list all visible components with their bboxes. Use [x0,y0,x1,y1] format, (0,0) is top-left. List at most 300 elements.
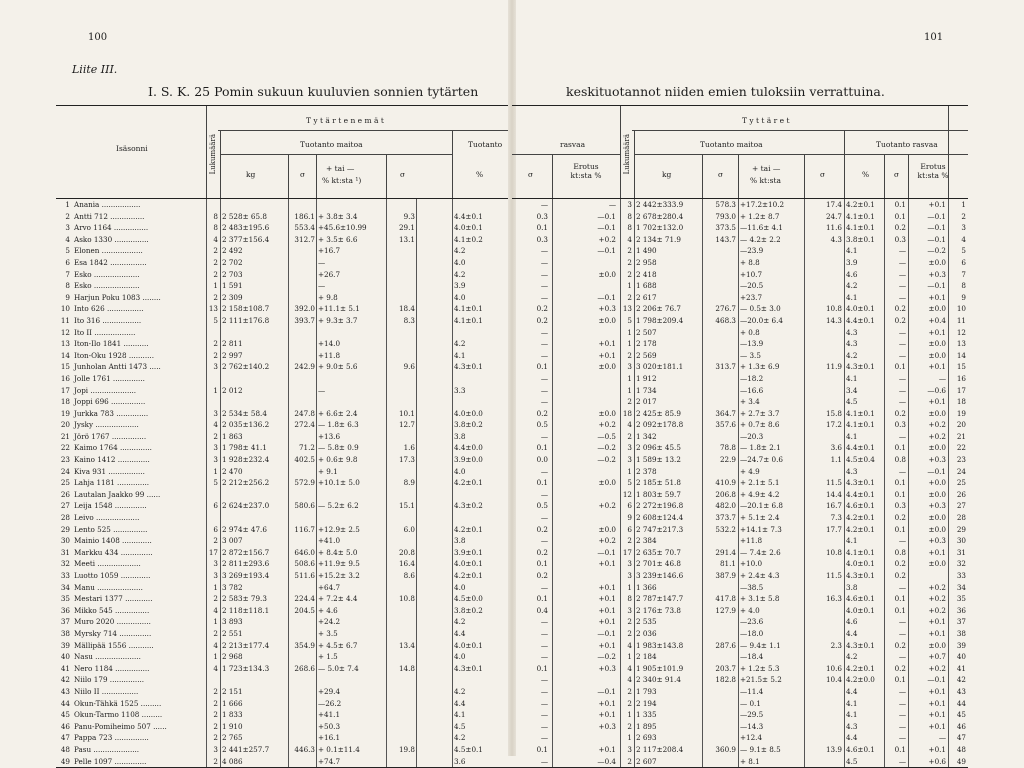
table-row [512,199,968,211]
daughter-count: 2 [627,431,632,441]
fat-pct: 4.2±0.1 [454,571,483,580]
row-number: 25 [956,478,966,488]
header-milk: Tuotanto maitoa [300,140,363,149]
daughter-count: 2 [213,536,218,546]
fat-pct: 4.1 [454,710,466,720]
sire-name: Mällipää 1556 ........... [74,640,154,650]
milk-diff-pct: +12.4 [740,733,763,743]
milk-kg: 2 206± 76.7 [636,304,681,314]
mother-fat-sd: — [540,350,548,360]
fat-sd: — [898,385,906,395]
milk-kg: 2 747±217.3 [636,524,684,534]
milk-diff-pct: —11.6± 4.1 [740,223,783,233]
table-row [56,315,512,327]
table-row [56,211,512,223]
fat-sd: — [898,721,906,731]
fat-pct: 4.6 [846,617,858,627]
milk-kg: 1 734 [636,385,657,395]
milk-sd: 78.8 [719,443,736,453]
row-number: 17 [956,385,966,395]
row-number: 24 [60,466,70,476]
milk-sd-2: 8.9 [403,478,415,488]
fat-pct: 4.2 [846,281,858,291]
milk-kg: 2 811 [222,339,243,349]
row-number: 37 [60,617,70,627]
daughter-count: 17 [622,547,632,557]
milk-kg: 2 958 [636,257,657,267]
row-number: 4 [961,234,966,244]
mother-fat-sd: 0.2 [536,315,548,325]
fat-pct: 3.9 [846,257,858,267]
row-number: 34 [956,582,966,592]
fat-diff: —0.1 [927,281,946,291]
milk-diff-pct: —18.0 [740,628,764,638]
daughter-count: 2 [213,686,218,696]
table-row [512,269,968,281]
table-row [56,698,512,710]
fat-pct: 3.6 [454,756,466,766]
row-number: 40 [956,652,966,662]
fat-pct: 4.5±0.4 [846,455,875,465]
milk-sd-2: 11.9 [825,362,842,372]
mother-fat-diff: +0.1 [598,640,616,650]
milk-sd-2: 9.6 [403,362,415,372]
sire-name: Mikko 545 ............... [74,605,150,615]
milk-sd: 291.4 [715,547,736,557]
row-number: 9 [961,292,966,302]
mother-fat-diff: +0.1 [598,605,616,615]
milk-diff-pct: —18.4 [740,652,764,662]
daughter-count: 18 [622,408,632,418]
fat-pct: 4.1 [846,431,858,441]
milk-kg: 2 012 [222,385,243,395]
fat-diff: ±0.0 [928,304,946,314]
milk-sd-2: 10.8 [825,547,842,557]
row-number: 36 [956,605,966,615]
milk-diff-pct: — 7.4± 2.6 [740,547,781,557]
milk-kg: 2 703 [222,269,243,279]
table-row [512,350,968,362]
milk-diff-pct: + 9.3± 3.7 [318,315,358,325]
table-row [56,385,512,397]
milk-kg: 1 589± 13.2 [636,455,681,465]
table-row [56,408,512,420]
row-number: 48 [60,744,70,754]
daughter-count: 1 [213,385,218,395]
header-count: Lukumäärä [209,134,217,175]
milk-diff-pct: — 4.2± 2.2 [740,234,781,244]
fat-pct: 4.0±0.1 [454,559,483,569]
fat-sd: — [898,710,906,720]
fat-pct: 4.5±0.0 [454,594,483,604]
fat-pct: 4.4 [846,628,858,638]
table-row [56,744,512,756]
daughter-count: 2 [627,756,632,766]
row-number: 29 [60,524,70,534]
daughter-count: 2 [213,721,218,731]
table-row [512,582,968,594]
milk-kg: 1 793 [636,686,657,696]
milk-sd: 203.7 [715,663,736,673]
milk-kg: 2 178 [636,339,657,349]
milk-kg: 2 017 [636,397,657,407]
milk-sd: 354.9 [294,640,315,650]
sire-name: Panu-Pomiheimo 507 ...... [74,721,167,731]
fat-diff: +0.1 [928,721,946,731]
fat-pct: 4.2±0.0 [846,675,875,685]
mother-fat-diff: +0.3 [598,663,616,673]
milk-sd-2: 14.3 [825,315,842,325]
fat-diff: +0.3 [928,455,946,465]
table-row [512,234,968,246]
table-row [56,327,512,339]
fat-sd: 0.2 [894,571,906,580]
fat-pct: 4.2±0.1 [846,663,875,673]
fat-diff: —0.2 [927,246,946,256]
daughter-count: 3 [627,200,632,209]
milk-kg: 2 483±195.6 [222,223,270,233]
row-number: 19 [60,408,70,418]
daughter-count: 2 [213,756,218,766]
header-milk-right: Tuotanto maitoa [700,140,763,149]
mother-fat-sd: 0.1 [536,744,548,754]
milk-sd-2: 8.3 [403,315,415,325]
milk-sd-2: 13.9 [825,744,842,754]
row-number: 10 [60,304,70,314]
milk-diff-pct: + 5.1± 2.4 [740,513,780,523]
milk-diff-pct: + 3.5± 6.6 [318,234,358,244]
table-row [512,385,968,397]
mother-fat-sd: 0.1 [536,663,548,673]
fat-pct: 4.0±0.1 [454,223,483,233]
table-row [56,686,512,698]
table-row [56,454,512,466]
fat-diff: +0.1 [928,200,946,209]
daughter-count: 9 [627,513,632,523]
milk-sd-2: 2.3 [830,640,842,650]
table-row [56,628,512,640]
table-row [56,269,512,281]
header-kg: kg [246,170,256,179]
table-row [512,558,968,570]
daughter-count: 6 [213,524,218,534]
left-page [0,0,512,766]
fat-pct: 3.9±0.0 [454,455,483,465]
table-row [512,744,968,756]
table-row [512,327,968,339]
fat-pct: 4.2±0.1 [846,524,875,534]
row-number: 10 [956,304,966,314]
sire-name: Joppi 696 ............... [74,397,146,407]
fat-diff: +0.2 [928,420,946,430]
fat-pct: 3.8 [846,582,858,592]
sire-name: Mestari 1377 ............ [74,594,153,604]
daughter-count: 8 [627,223,632,233]
mother-fat-diff: —0.1 [597,547,616,557]
row-number: 15 [60,362,70,372]
table-row [56,222,512,234]
milk-diff-pct: +41.0 [318,536,341,546]
milk-diff-pct: +16.7 [318,246,341,256]
milk-diff-pct: +16.1 [318,733,341,743]
milk-sd: 373.5 [715,223,736,233]
mother-fat-sd: 0.1 [536,362,548,372]
mother-fat-sd: — [540,489,548,499]
fat-sd: — [898,698,906,708]
milk-kg: 2 583± 79.3 [222,594,267,604]
row-number: 49 [956,756,966,766]
milk-kg: 2 384 [636,536,657,546]
fat-pct: 4.1±0.1 [846,211,875,221]
fat-diff: +0.6 [928,756,946,766]
daughter-count: 2 [213,628,218,638]
daughter-count: 2 [627,721,632,731]
mother-fat-sd: — [540,698,548,708]
milk-diff-pct: — 9.1± 8.5 [740,744,781,754]
table-row [512,651,968,663]
sire-name: Nero 1184 ............... [74,663,150,673]
fat-sd: — [898,246,906,256]
table-row [56,466,512,478]
table-row [56,732,512,744]
fat-diff: ±0.0 [928,489,946,499]
milk-sd: 373.7 [715,513,736,523]
sire-name: Elonen .................. [74,246,143,256]
page-number-left: 100 [88,32,108,43]
milk-kg: 2 117±208.4 [636,744,684,754]
daughter-count: 2 [627,397,632,407]
fat-sd: 0.1 [894,675,906,685]
daughter-count: 3 [627,362,632,372]
milk-sd: 578.3 [715,200,736,209]
fat-sd: 0.1 [894,605,906,615]
header-sigma-r1: σ [528,170,534,179]
fat-pct: 4.4±0.0 [454,443,483,453]
mother-fat-sd: — [540,431,548,441]
milk-kg: 2 134± 71.9 [636,234,681,244]
row-number: 49 [60,756,70,766]
table-row [512,535,968,547]
milk-sd-2: 10.8 [398,594,415,604]
milk-sd: 580.6 [294,501,315,511]
sire-name: Anania ................. [74,200,141,209]
row-number: 44 [60,698,70,708]
mother-fat-sd: 0.3 [536,234,548,244]
fat-diff: +0.3 [928,501,946,511]
fat-pct: 3.3 [454,385,466,395]
milk-diff-pct: —38.5 [740,582,764,592]
milk-kg: 2 470 [222,466,243,476]
milk-sd: 287.6 [715,640,736,650]
daughter-count: 1 [627,733,632,743]
milk-diff-pct: + 0.8 [740,327,760,337]
milk-sd: 392.0 [294,304,315,314]
milk-diff-pct: + 1.2± 8.7 [740,211,780,221]
fat-pct: 4.1±0.1 [454,304,483,314]
fat-pct: 4.4 [454,698,466,708]
milk-sd: 468.3 [715,315,736,325]
milk-diff-pct: — 0.5± 3.0 [740,304,781,314]
daughter-count: 2 [213,594,218,604]
milk-kg: 1 335 [636,710,657,720]
fat-sd: 0.3 [894,501,906,511]
row-number: 42 [956,675,966,685]
milk-sd: 127.9 [715,605,736,615]
milk-sd-2: 17.7 [825,524,842,534]
row-number: 24 [956,466,966,476]
daughter-count: 4 [627,663,632,673]
fat-diff: —0.1 [927,466,946,476]
table-row [56,547,512,559]
milk-kg: 1 983±143.8 [636,640,684,650]
mother-fat-diff: +0.1 [598,339,616,349]
milk-kg: 1 912 [636,373,657,383]
daughter-count: 1 [627,327,632,337]
mother-fat-diff: ±0.0 [598,478,616,488]
daughter-count: 3 [213,443,218,453]
daughter-count: 2 [213,431,218,441]
row-number: 46 [956,721,966,731]
table-row [512,721,968,733]
milk-sd-2: 10.1 [398,408,415,418]
fat-diff: ±0.0 [928,640,946,650]
row-number: 23 [60,455,70,465]
row-number: 13 [60,339,70,349]
table-row [56,373,512,385]
fat-pct: 4.5 [454,721,466,731]
milk-diff-pct: + 9.1 [318,466,338,476]
milk-diff-pct: + 3.1± 5.8 [740,594,780,604]
daughter-count: 3 [213,408,218,418]
fat-pct: 4.3 [846,721,858,731]
fat-pct: 4.1±0.2 [454,234,483,244]
milk-diff-pct: +50.3 [318,721,341,731]
daughter-count: 1 [627,652,632,662]
daughter-count: 5 [213,478,218,488]
mother-fat-sd: 0.2 [536,571,548,580]
table-row [512,489,968,501]
milk-diff-pct: +14.1± 7.3 [740,524,782,534]
milk-sd: 272.4 [294,420,315,430]
milk-diff-pct: —23.9 [740,246,764,256]
sire-name: Markku 434 .............. [74,547,153,557]
row-number: 34 [60,582,70,592]
fat-diff: ±0.0 [928,443,946,453]
sire-name: Lento 525 ............... [74,524,148,534]
milk-diff-pct: + 9.8 [318,292,338,302]
milk-sd: 206.8 [715,489,736,499]
fat-diff: +0.2 [928,582,946,592]
mother-fat-diff: —0.1 [597,292,616,302]
fat-diff: +0.7 [928,652,946,662]
fat-pct: 4.3 [846,466,858,476]
row-number: 6 [961,257,966,267]
fat-diff: +0.2 [928,605,946,615]
daughter-count: 2 [213,733,218,743]
header-fat: Tuotanto [468,140,503,149]
sire-name: Meeti ................... [74,559,141,569]
row-number: 35 [60,594,70,604]
fat-sd: — [898,536,906,546]
table-row [512,373,968,385]
milk-kg: 1 798±209.4 [636,315,684,325]
row-number: 42 [60,675,70,685]
row-number: 11 [956,315,966,325]
fat-pct: 3.8±0.2 [454,420,483,430]
row-number: 7 [65,269,70,279]
milk-sd: 410.9 [715,478,736,488]
mother-fat-sd: 0.3 [536,211,548,221]
fat-pct: 4.2 [454,733,466,743]
milk-kg: 1 490 [636,246,657,256]
mother-fat-diff: +0.1 [598,559,616,569]
fat-diff: +0.1 [928,362,946,372]
milk-sd: 312.7 [294,234,315,244]
milk-diff-pct: +10.0 [740,559,763,569]
milk-kg: 2 762±140.2 [222,362,270,372]
row-number: 5 [65,246,70,256]
page-number-right: 101 [924,32,944,43]
header-plusminus-right: + tai — [752,164,781,173]
fat-sd: 0.3 [894,420,906,430]
fat-pct: 3.9 [454,281,466,291]
milk-sd: 204.5 [294,605,315,615]
daughter-count: 2 [627,292,632,302]
table-row [56,234,512,246]
row-number: 6 [65,257,70,267]
fat-pct: 4.0 [454,466,466,476]
fat-pct: 4.3±0.2 [454,501,483,511]
fat-sd: 0.1 [894,200,906,209]
sire-name: Muro 2020 ............... [74,617,151,627]
milk-diff-pct: —29.5 [740,710,764,720]
fat-sd: — [898,582,906,592]
fat-sd: 0.8 [894,455,906,465]
sire-name: Kiva 931 ................ [74,466,145,476]
header-pct: % [476,170,484,179]
fat-sd: — [898,397,906,407]
milk-sd-2: 15.8 [825,408,842,418]
mother-fat-sd: 0.2 [536,304,548,314]
daughter-count: 6 [627,524,632,534]
sire-name: Into 626 ................ [74,304,144,314]
daughter-count: 1 [627,281,632,291]
fat-pct: 4.2 [454,269,466,279]
table-row [512,640,968,652]
fat-pct: 4.3±0.1 [846,640,875,650]
fat-diff: +0.1 [928,628,946,638]
sire-name: Esa 1842 ................ [74,257,147,267]
fat-sd: — [898,327,906,337]
row-number: 47 [60,733,70,743]
milk-sd: 387.9 [715,571,736,580]
daughter-count: 5 [627,478,632,488]
table-row [512,419,968,431]
fat-pct: 4.3±0.1 [454,663,483,673]
fat-pct: 4.0±0.0 [454,408,483,418]
daughter-count: 2 [213,339,218,349]
mother-fat-sd: 0.1 [536,478,548,488]
daughter-count: 1 [213,652,218,662]
milk-kg: 2 036 [636,628,657,638]
table-row [512,512,968,524]
milk-diff-pct: + 2.1± 5.1 [740,478,780,488]
fat-pct: 4.2±0.1 [846,200,875,209]
mother-fat-diff: +0.3 [598,304,616,314]
table-row [56,431,512,443]
row-number: 14 [956,350,966,360]
milk-sd: 393.7 [294,315,315,325]
